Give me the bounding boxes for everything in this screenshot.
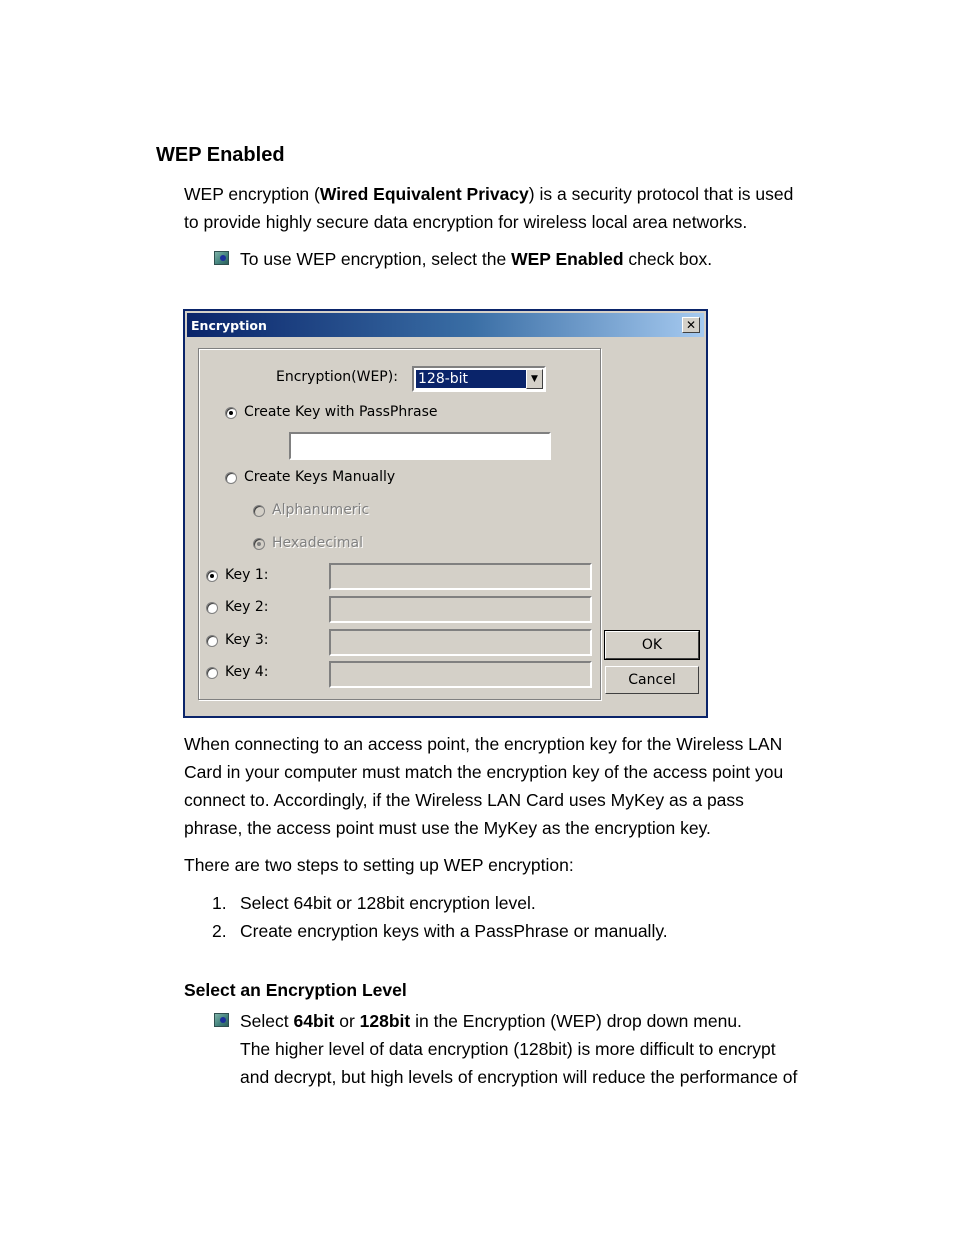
- radio-key-2[interactable]: [206, 602, 218, 614]
- key-4-label[interactable]: Key 4:: [225, 664, 269, 680]
- encryption-level-heading: Select an Encryption Level: [184, 980, 407, 1000]
- key-1-label[interactable]: Key 1:: [225, 567, 269, 583]
- dialog-titlebar[interactable]: [187, 313, 704, 337]
- step-item-2: [212, 917, 668, 945]
- radio-key-3[interactable]: [206, 635, 218, 647]
- level-line-2: The higher level of data encryption (128bit) is more difficult to encrypt: [240, 1039, 776, 1059]
- key-4-input[interactable]: [329, 661, 592, 688]
- level-description: [240, 1035, 797, 1091]
- chevron-down-icon[interactable]: ▼: [526, 369, 543, 389]
- key-3-label[interactable]: Key 3:: [225, 632, 269, 648]
- bullet-icon: [214, 1013, 229, 1027]
- dialog-title: Encryption: [191, 318, 267, 333]
- radio-manual-label[interactable]: Create Keys Manually: [244, 469, 396, 485]
- radio-hexadecimal-label[interactable]: Hexadecimal: [272, 535, 363, 551]
- passphrase-input[interactable]: [289, 432, 551, 460]
- level-line-3: and decrypt, but high levels of encryption will reduce the performance of: [240, 1067, 798, 1087]
- radio-alphanumeric[interactable]: [253, 505, 265, 517]
- key-3-input[interactable]: [329, 629, 592, 656]
- close-icon[interactable]: ✕: [682, 317, 700, 333]
- key-1-input[interactable]: [329, 563, 592, 590]
- connection-line: When connecting to an access point, the encryption key for the Wireless LAN: [184, 734, 783, 754]
- bullet-icon: [214, 251, 229, 265]
- connection-paragraph: [184, 730, 864, 842]
- key-2-input[interactable]: [329, 596, 592, 623]
- intro-line-2: to provide highly secure data encryption for wireless local area networks.: [184, 212, 748, 232]
- connection-line: Card in your computer must match the encryption key of the access point you: [184, 762, 784, 782]
- section-heading: WEP Enabled: [156, 144, 285, 166]
- radio-hexadecimal[interactable]: [253, 538, 265, 550]
- step-number: 2.: [212, 921, 227, 941]
- radio-key-1[interactable]: [206, 570, 218, 582]
- connection-line: phrase, the access point must use the MyKey as the encryption key.: [184, 818, 711, 838]
- encryption-select[interactable]: [412, 366, 546, 392]
- encryption-label: Encryption(WEP):: [276, 369, 398, 385]
- encryption-select-value: 128-bit: [416, 370, 526, 388]
- radio-passphrase[interactable]: [225, 407, 237, 419]
- key-2-label[interactable]: Key 2:: [225, 599, 269, 615]
- step-text: Create encryption keys with a PassPhrase or manually.: [240, 921, 668, 941]
- radio-passphrase-label[interactable]: Create Key with PassPhrase: [244, 404, 438, 420]
- radio-manual[interactable]: [225, 472, 237, 484]
- encryption-dialog: [183, 309, 708, 718]
- intro-line-1: WEP encryption (Wired Equivalent Privacy) is a security protocol that is used: [184, 184, 794, 204]
- connection-line: connect to. Accordingly, if the Wireless LAN Card uses MyKey as a pass: [184, 790, 744, 810]
- radio-alphanumeric-label[interactable]: Alphanumeric: [272, 502, 370, 518]
- steps-intro: There are two steps to setting up WEP encryption:: [184, 855, 574, 875]
- radio-key-4[interactable]: [206, 667, 218, 679]
- ok-button[interactable]: OK: [605, 631, 699, 659]
- cancel-button[interactable]: Cancel: [605, 666, 699, 694]
- step-item-1: [212, 889, 536, 917]
- intro-paragraph: [184, 180, 864, 236]
- step-number: 1.: [212, 893, 227, 913]
- step-text: Select 64bit or 128bit encryption level.: [240, 893, 536, 913]
